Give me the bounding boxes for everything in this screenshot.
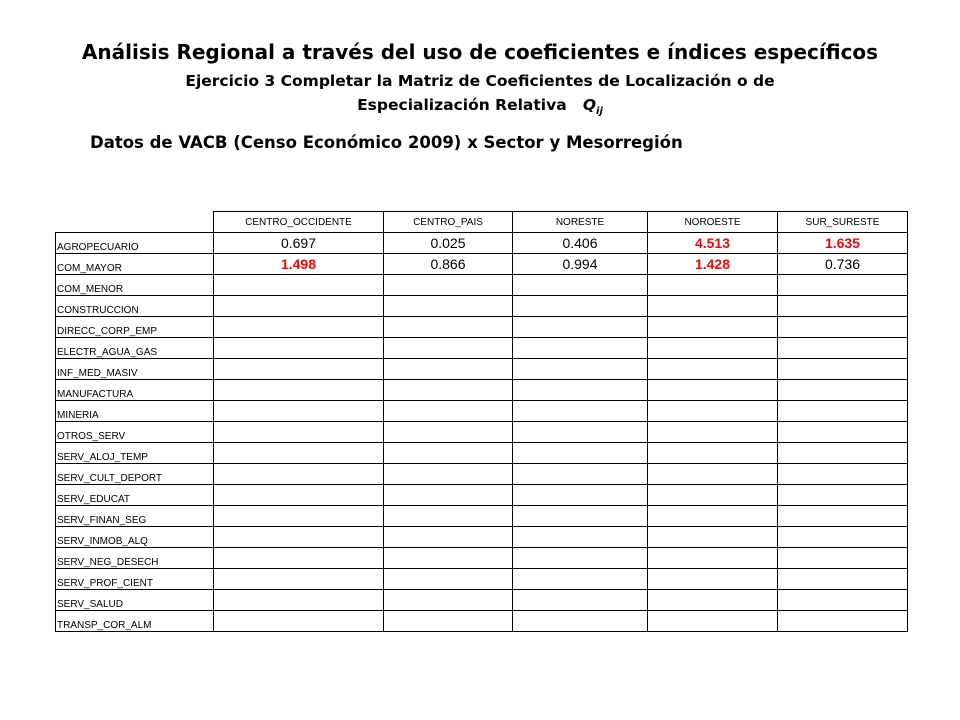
data-caption: Datos de VACB (Censo Económico 2009) x Sector y Mesorregión: [90, 133, 683, 152]
matrix-cell: [214, 506, 384, 527]
row-label: SERV_PROF_CIENT: [56, 569, 214, 590]
column-header: CENTRO_PAIS: [384, 212, 513, 233]
matrix-cell: [648, 359, 778, 380]
matrix-cell: 0.866: [384, 254, 513, 275]
table-row: [56, 317, 908, 338]
matrix-cell: [778, 422, 908, 443]
matrix-cell: [778, 569, 908, 590]
matrix-cell: [648, 317, 778, 338]
matrix-cell: [384, 611, 513, 632]
table-row: [56, 464, 908, 485]
matrix-cell: [778, 590, 908, 611]
table-row: [56, 527, 908, 548]
matrix-cell: 0.994: [513, 254, 648, 275]
row-label: COM_MENOR: [56, 275, 214, 296]
matrix-cell: [214, 338, 384, 359]
table-row: [56, 254, 908, 275]
matrix-cell: [214, 464, 384, 485]
matrix-cell: 1.498: [214, 254, 384, 275]
row-label: DIRECC_CORP_EMP: [56, 317, 214, 338]
matrix-cell: [513, 422, 648, 443]
row-label: ELECTR_AGUA_GAS: [56, 338, 214, 359]
matrix-cell: [778, 338, 908, 359]
matrix-cell: [648, 422, 778, 443]
matrix-cell: [513, 464, 648, 485]
matrix-cell: [778, 464, 908, 485]
matrix-cell: [214, 443, 384, 464]
matrix-cell: [513, 275, 648, 296]
matrix-cell: [384, 443, 513, 464]
matrix-cell: [778, 527, 908, 548]
row-label: SERV_NEG_DESECH: [56, 548, 214, 569]
matrix-cell: [513, 338, 648, 359]
table-row: [56, 359, 908, 380]
matrix-cell: [778, 401, 908, 422]
exercise-subtitle-line1: Ejercicio 3 Completar la Matriz de Coeficientes de Localización o de: [185, 72, 775, 90]
exercise-subtitle-text: Especialización Relativa: [357, 96, 567, 114]
matrix-cell: [214, 275, 384, 296]
matrix-cell: [384, 422, 513, 443]
matrix-cell: [648, 527, 778, 548]
matrix-cell: [384, 485, 513, 506]
matrix-cell: [384, 317, 513, 338]
row-label: SERV_EDUCAT: [56, 485, 214, 506]
matrix-cell: [384, 380, 513, 401]
matrix-cell: [648, 506, 778, 527]
matrix-cell: [384, 296, 513, 317]
row-label: SERV_SALUD: [56, 590, 214, 611]
corner-cell: [56, 212, 214, 233]
table-row: [56, 506, 908, 527]
column-header: CENTRO_OCCIDENTE: [214, 212, 384, 233]
matrix-cell: [513, 590, 648, 611]
matrix-cell: [778, 506, 908, 527]
matrix-cell: [513, 527, 648, 548]
matrix-cell: [648, 380, 778, 401]
matrix-cell: [214, 548, 384, 569]
matrix-cell: [513, 506, 648, 527]
matrix-cell: 0.406: [513, 233, 648, 254]
matrix-cell: [648, 338, 778, 359]
table-row: [56, 275, 908, 296]
matrix-cell: [513, 401, 648, 422]
matrix-cell: [384, 338, 513, 359]
matrix-cell: [648, 611, 778, 632]
matrix-cell: [778, 296, 908, 317]
matrix-cell: [214, 569, 384, 590]
matrix-cell: [648, 569, 778, 590]
matrix-cell: [778, 275, 908, 296]
matrix-cell: [384, 590, 513, 611]
matrix-cell: [648, 443, 778, 464]
matrix-cell: [513, 569, 648, 590]
column-header: NOROESTE: [648, 212, 778, 233]
table-row: [56, 611, 908, 632]
matrix-cell: [513, 380, 648, 401]
matrix-cell: [648, 296, 778, 317]
matrix-cell: [778, 380, 908, 401]
matrix-cell: [214, 380, 384, 401]
table-row: [56, 338, 908, 359]
row-label: MANUFACTURA: [56, 380, 214, 401]
column-header: NORESTE: [513, 212, 648, 233]
matrix-cell: [648, 401, 778, 422]
matrix-cell: [214, 296, 384, 317]
header-row: [56, 212, 908, 233]
row-label: SERV_INMOB_ALQ: [56, 527, 214, 548]
matrix-cell: [778, 317, 908, 338]
matrix-cell: [778, 443, 908, 464]
table-row: [56, 569, 908, 590]
matrix-cell: [513, 296, 648, 317]
matrix-cell: 1.635: [778, 233, 908, 254]
table-row: [56, 296, 908, 317]
table-row: [56, 380, 908, 401]
matrix-cell: [648, 548, 778, 569]
matrix-cell: [513, 359, 648, 380]
table-row: [56, 422, 908, 443]
table-row: [56, 401, 908, 422]
matrix-cell: [384, 506, 513, 527]
exercise-subtitle-line2: [0, 96, 960, 117]
matrix-cell: [384, 548, 513, 569]
matrix-cell: [384, 527, 513, 548]
q-subscript: ij: [596, 106, 603, 118]
row-label: INF_MED_MASIV: [56, 359, 214, 380]
matrix-cell: [214, 527, 384, 548]
matrix-cell: [214, 422, 384, 443]
q-symbol: Q: [582, 96, 597, 114]
row-label: MINERIA: [56, 401, 214, 422]
column-header: SUR_SURESTE: [778, 212, 908, 233]
table-row: [56, 443, 908, 464]
row-label: AGROPECUARIO: [56, 233, 214, 254]
matrix-cell: [778, 359, 908, 380]
matrix-cell: [384, 401, 513, 422]
row-label: OTROS_SERV: [56, 422, 214, 443]
row-label: SERV_CULT_DEPORT: [56, 464, 214, 485]
matrix-cell: [214, 359, 384, 380]
table-row: [56, 233, 908, 254]
matrix-cell: [648, 485, 778, 506]
matrix-cell: [513, 611, 648, 632]
matrix-cell: 1.428: [648, 254, 778, 275]
matrix-cell: [214, 317, 384, 338]
matrix-cell: 0.736: [778, 254, 908, 275]
matrix-cell: [778, 485, 908, 506]
table-row: [56, 548, 908, 569]
row-label: TRANSP_COR_ALM: [56, 611, 214, 632]
matrix-cell: [384, 359, 513, 380]
matrix-cell: [513, 443, 648, 464]
table-row: [56, 590, 908, 611]
slide-title: Análisis Regional a través del uso de coeficientes e índices específicos: [81, 40, 879, 64]
row-label: COM_MAYOR: [56, 254, 214, 275]
matrix-cell: [214, 590, 384, 611]
row-label: SERV_FINAN_SEG: [56, 506, 214, 527]
matrix-cell: [513, 548, 648, 569]
matrix-cell: [513, 485, 648, 506]
matrix-cell: [384, 275, 513, 296]
matrix-cell: [214, 611, 384, 632]
matrix-cell: [513, 317, 648, 338]
matrix-cell: [778, 611, 908, 632]
coefficient-matrix-table: [55, 211, 908, 632]
row-label: CONSTRUCCION: [56, 296, 214, 317]
matrix-cell: [648, 275, 778, 296]
matrix-cell: [384, 464, 513, 485]
row-label: SERV_ALOJ_TEMP: [56, 443, 214, 464]
matrix-cell: 0.025: [384, 233, 513, 254]
matrix-cell: [384, 569, 513, 590]
matrix-cell: [214, 401, 384, 422]
matrix-cell: 4.513: [648, 233, 778, 254]
table-row: [56, 485, 908, 506]
matrix-cell: [778, 548, 908, 569]
matrix-cell: 0.697: [214, 233, 384, 254]
matrix-cell: [648, 464, 778, 485]
matrix-cell: [648, 590, 778, 611]
matrix-cell: [214, 485, 384, 506]
